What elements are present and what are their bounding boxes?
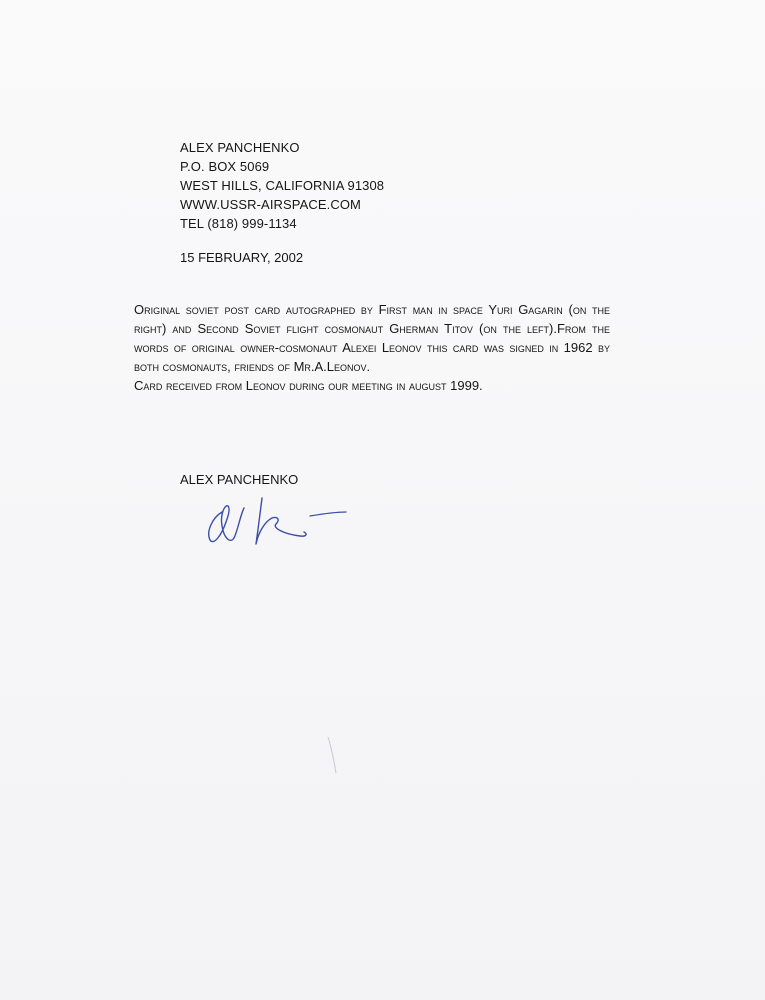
body-closing-line: Card received from Leonov during our meeting in august 1999. (134, 378, 483, 393)
sender-name: ALEX PANCHENKO (180, 140, 300, 155)
signatory-name: ALEX PANCHENKO (180, 472, 299, 487)
body-paragraph: Original soviet post card autographed by First man in space Yuri Gagarin (on the right) and Second Soviet flight cosmonaut Gherman Titov (on the left).From the words of original owner-cosmonaut Alexei Leonov this card was signed in 1962 by both cosmonauts, friends of Mr.A.Leonov. (134, 302, 610, 374)
city-state-zip: WEST HILLS, CALIFORNIA 91308 (180, 178, 385, 193)
phone: TEL (818) 999-1134 (180, 216, 297, 231)
letter-body (134, 300, 610, 395)
website: WWW.USSR-AIRSPACE.COM (180, 197, 361, 212)
paper-crease-mark (322, 735, 342, 775)
po-box: P.O. BOX 5069 (180, 159, 270, 174)
letter-date: 15 FEBRUARY, 2002 (180, 250, 304, 265)
handwritten-signature (200, 490, 360, 560)
letterhead (180, 138, 384, 233)
